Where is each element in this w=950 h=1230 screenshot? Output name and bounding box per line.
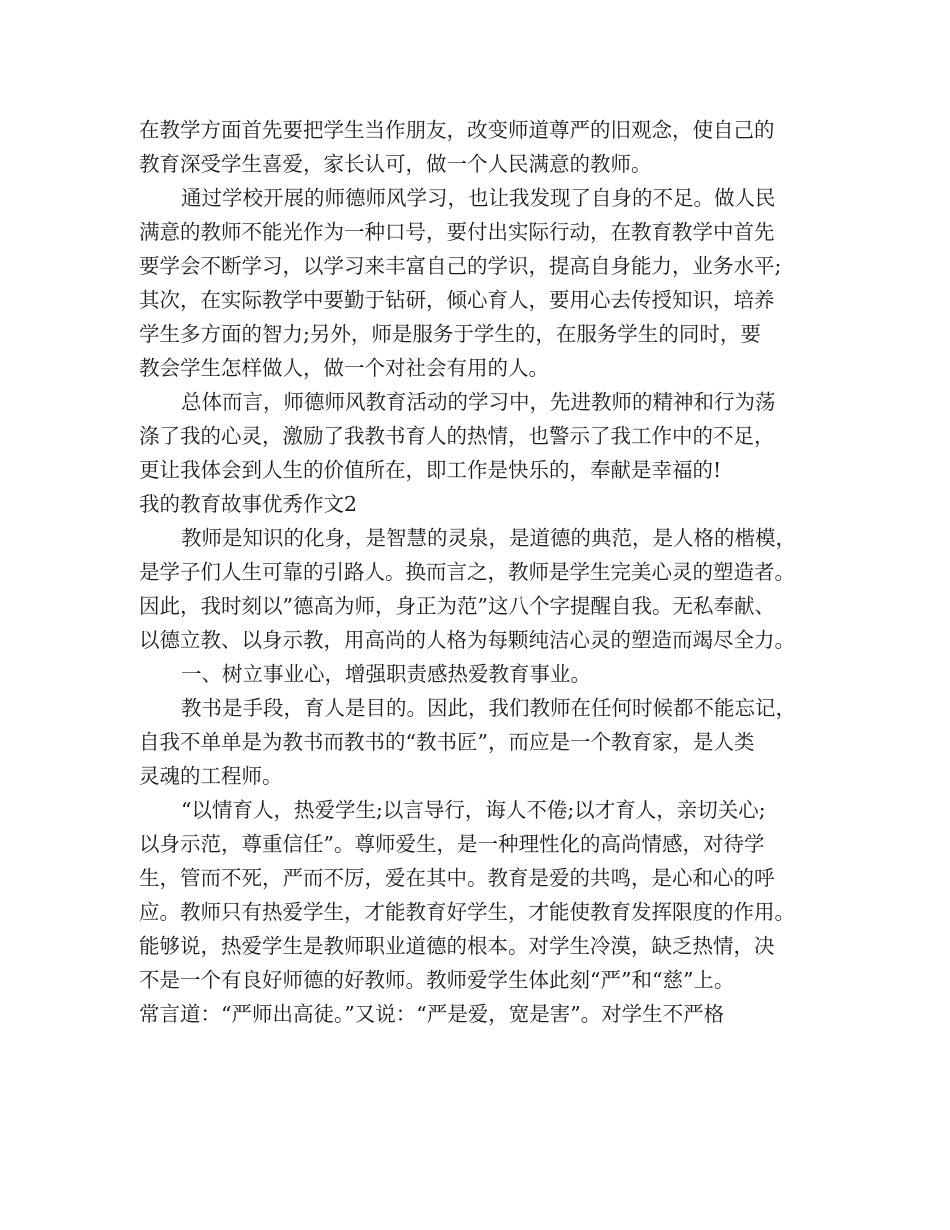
text-line: 要学会不断学习，以学习来丰富自己的学识，提高自身能力，业务水平; — [139, 254, 782, 278]
text-line: 教育深受学生喜爱，家长认可，做一个人民满意的教师。 — [139, 152, 652, 176]
text-line: 应。教师只有热爱学生，才能教育好学生，才能使教育发挥限度的作用。 — [139, 900, 795, 924]
text-line: 常言道：“严师出高徒。”又说：“严是爱，宽是害”。对学生不严格 — [139, 1002, 725, 1026]
text-line: 教会学生怎样做人，做一个对社会有用的人。 — [139, 356, 549, 380]
text-line: “以情育人，热爱学生;以言导行，诲人不倦;以才育人，亲切关心; — [181, 798, 766, 822]
text-line: 生，管而不死，严而不厉，爱在其中。教育是爱的共鸣，是心和心的呼 — [139, 866, 775, 890]
text-line: 总体而言，师德师风教育活动的学习中，先进教师的精神和行为荡 — [181, 390, 776, 414]
text-line: 涤了我的心灵，激励了我教书育人的热情，也警示了我工作中的不足， — [139, 424, 775, 448]
text-line: 学生多方面的智力;另外，师是服务于学生的，在服务学生的同时，要 — [139, 322, 761, 346]
text-line: 以身示范，尊重信任”。尊师爱生，是一种理性化的高尚情感，对待学 — [139, 832, 765, 856]
text-line: 教师是知识的化身，是智慧的灵泉，是道德的典范，是人格的楷模， — [181, 526, 796, 550]
text-line: 是学子们人生可靠的引路人。换而言之，教师是学生完美心灵的塑造者。 — [139, 560, 795, 584]
subheading-line: 一、树立事业心，增强职责感热爱教育事业。 — [181, 662, 591, 686]
text-line: 自我不单单是为教书而教书的“教书匠”，而应是一个教育家，是人类 — [139, 730, 755, 754]
text-line: 在教学方面首先要把学生当作朋友，改变师道尊严的旧观念，使自己的 — [139, 118, 775, 142]
text-line: 教书是手段，育人是目的。因此，我们教师在任何时候都不能忘记， — [181, 696, 796, 720]
text-line: 因此，我时刻以”德高为师，身正为范”这八个字提醒自我。无私奉献、 — [139, 594, 775, 618]
text-line: 更让我体会到人生的价值所在，即工作是快乐的，奉献是幸福的! — [139, 458, 722, 482]
section-title: 我的教育故事优秀作文2 — [139, 492, 358, 516]
text-line: 满意的教师不能光作为一种口号，要付出实际行动，在教育教学中首先 — [139, 220, 775, 244]
text-line: 灵魂的工程师。 — [139, 764, 283, 788]
document-body — [139, 113, 829, 1031]
text-line: 不是一个有良好师德的好教师。教师爱学生体此刻“严”和“慈”上。 — [139, 968, 735, 992]
text-line: 能够说，热爱学生是教师职业道德的根本。对学生冷漠，缺乏热情，决 — [139, 934, 775, 958]
text-line: 其次，在实际教学中要勤于钻研，倾心育人，要用心去传授知识，培养 — [139, 288, 775, 312]
text-line: 以德立教、以身示教，用高尚的人格为每颗纯洁心灵的塑造而竭尽全力。 — [139, 628, 795, 652]
text-line: 通过学校开展的师德师风学习，也让我发现了自身的不足。做人民 — [181, 186, 776, 210]
